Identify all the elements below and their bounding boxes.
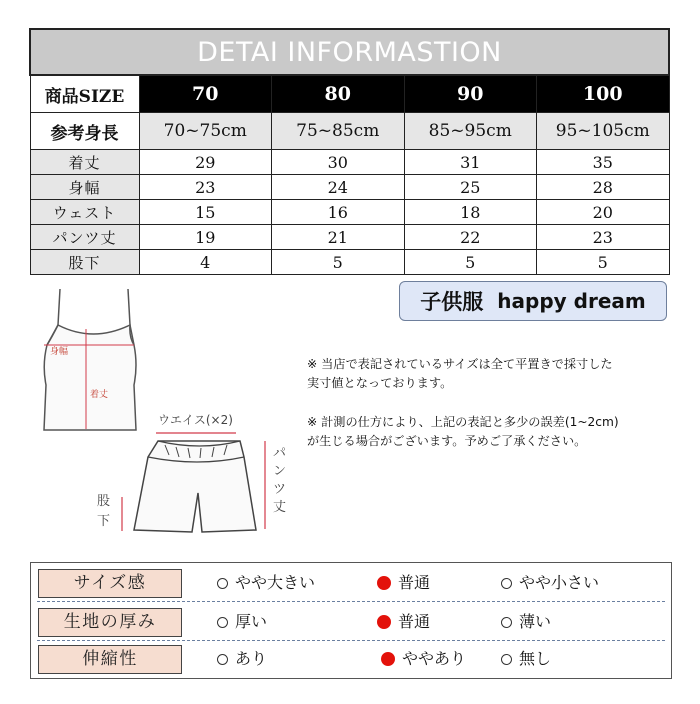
size-cell: 80 bbox=[272, 75, 405, 113]
table-cell: 28 bbox=[537, 175, 670, 200]
table-cell: 25 bbox=[404, 175, 537, 200]
inseam-char: 下 bbox=[97, 514, 111, 529]
table-cell: 20 bbox=[537, 200, 670, 225]
table-cell: 35 bbox=[537, 150, 670, 175]
option-text: 普通 bbox=[398, 573, 431, 592]
table-cell: 23 bbox=[537, 225, 670, 250]
pants-length-char: ン bbox=[273, 464, 287, 479]
option-text: 薄い bbox=[519, 612, 552, 631]
radio-selected-icon bbox=[377, 615, 391, 629]
radio-empty-icon bbox=[501, 617, 512, 628]
rating-option bbox=[217, 649, 267, 669]
rating-option bbox=[501, 649, 551, 669]
size-cell: 90 bbox=[404, 75, 537, 113]
table-cell: 5 bbox=[404, 250, 537, 275]
radio-empty-icon bbox=[217, 617, 228, 628]
brand-box bbox=[399, 281, 667, 321]
table-cell: 19 bbox=[139, 225, 272, 250]
size-cell: 70 bbox=[139, 75, 272, 113]
rating-option bbox=[381, 649, 466, 669]
table-cell: 30 bbox=[272, 150, 405, 175]
table-cell: 29 bbox=[139, 150, 272, 175]
rating-option bbox=[217, 612, 267, 632]
radio-selected-icon bbox=[377, 576, 391, 590]
height-cell: 95~105cm bbox=[537, 113, 670, 150]
size-cell: 100 bbox=[537, 75, 670, 113]
camisole-illustration bbox=[44, 289, 136, 430]
chest-width-label: 身幅 bbox=[50, 347, 69, 357]
pants-length-char: パ bbox=[273, 446, 287, 461]
rating-option bbox=[217, 573, 315, 593]
radio-empty-icon bbox=[217, 578, 228, 589]
rating-option bbox=[501, 573, 599, 593]
divider bbox=[37, 601, 665, 602]
table-cell: 23 bbox=[139, 175, 272, 200]
table-row bbox=[30, 225, 669, 250]
rating-label: サイズ感 bbox=[38, 569, 182, 598]
table-row bbox=[30, 200, 669, 225]
rating-option bbox=[501, 612, 551, 632]
table-cell: 15 bbox=[139, 200, 272, 225]
option-text: あり bbox=[235, 649, 268, 668]
note-line: ※ 計測の仕方により、上記の表記と多少の誤差(1~2cm) bbox=[307, 415, 619, 429]
rating-option bbox=[377, 573, 430, 593]
option-text: やや小さい bbox=[519, 573, 600, 592]
size-table bbox=[29, 28, 670, 275]
height-cell: 75~85cm bbox=[272, 113, 405, 150]
table-cell: 21 bbox=[272, 225, 405, 250]
option-text: やや大きい bbox=[235, 573, 316, 592]
row-label: 股下 bbox=[30, 250, 139, 275]
table-cell: 22 bbox=[404, 225, 537, 250]
rating-label: 伸縮性 bbox=[38, 645, 182, 674]
note-flat-measure bbox=[307, 355, 697, 393]
length-label: 着丈 bbox=[90, 390, 109, 400]
inseam-char: 股 bbox=[97, 494, 111, 509]
height-cell: 85~95cm bbox=[404, 113, 537, 150]
size-row bbox=[30, 75, 669, 113]
brand-en: happy dream bbox=[497, 289, 646, 313]
note-error-margin bbox=[307, 413, 697, 451]
table-cell: 18 bbox=[404, 200, 537, 225]
row-label: パンツ丈 bbox=[30, 225, 139, 250]
table-cell: 5 bbox=[537, 250, 670, 275]
table-title: DETAI INFORMASTION bbox=[30, 29, 669, 75]
title-row bbox=[30, 29, 669, 75]
option-text: 無し bbox=[519, 649, 552, 668]
radio-empty-icon bbox=[217, 654, 228, 665]
height-label: 参考身長 bbox=[30, 113, 139, 150]
height-row bbox=[30, 113, 669, 150]
note-line: ※ 当店で表記されているサイズは全て平置きで採寸した bbox=[307, 357, 613, 371]
table-cell: 31 bbox=[404, 150, 537, 175]
rating-row-thickness bbox=[31, 603, 671, 641]
row-label: 身幅 bbox=[30, 175, 139, 200]
rating-row-stretch bbox=[31, 640, 671, 678]
option-text: ややあり bbox=[402, 649, 467, 668]
pants-length-char: 丈 bbox=[273, 500, 287, 515]
garment-diagram bbox=[30, 285, 305, 545]
note-line: が生じる場合がございます。予めご了承ください。 bbox=[307, 434, 587, 448]
row-label: ウェスト bbox=[30, 200, 139, 225]
shorts-illustration bbox=[134, 441, 256, 532]
table-cell: 5 bbox=[272, 250, 405, 275]
pants-length-char: ツ bbox=[273, 482, 287, 497]
rating-row-size bbox=[31, 564, 671, 602]
size-label: 商品SIZE bbox=[30, 75, 139, 113]
radio-empty-icon bbox=[501, 654, 512, 665]
note-line: 実寸値となっております。 bbox=[307, 376, 453, 390]
table-cell: 24 bbox=[272, 175, 405, 200]
radio-empty-icon bbox=[501, 578, 512, 589]
table-row bbox=[30, 175, 669, 200]
brand-jp: 子供服 bbox=[420, 290, 484, 314]
table-cell: 16 bbox=[272, 200, 405, 225]
table-row bbox=[30, 250, 669, 275]
row-label: 着丈 bbox=[30, 150, 139, 175]
option-text: 普通 bbox=[398, 612, 431, 631]
option-text: 厚い bbox=[235, 612, 268, 631]
table-cell: 4 bbox=[139, 250, 272, 275]
rating-label: 生地の厚み bbox=[38, 608, 182, 637]
table-row bbox=[30, 150, 669, 175]
radio-selected-icon bbox=[381, 652, 395, 666]
waist-label: ウエイス(×2) bbox=[158, 413, 233, 427]
height-cell: 70~75cm bbox=[139, 113, 272, 150]
rating-panel bbox=[30, 562, 672, 679]
rating-option bbox=[377, 612, 430, 632]
